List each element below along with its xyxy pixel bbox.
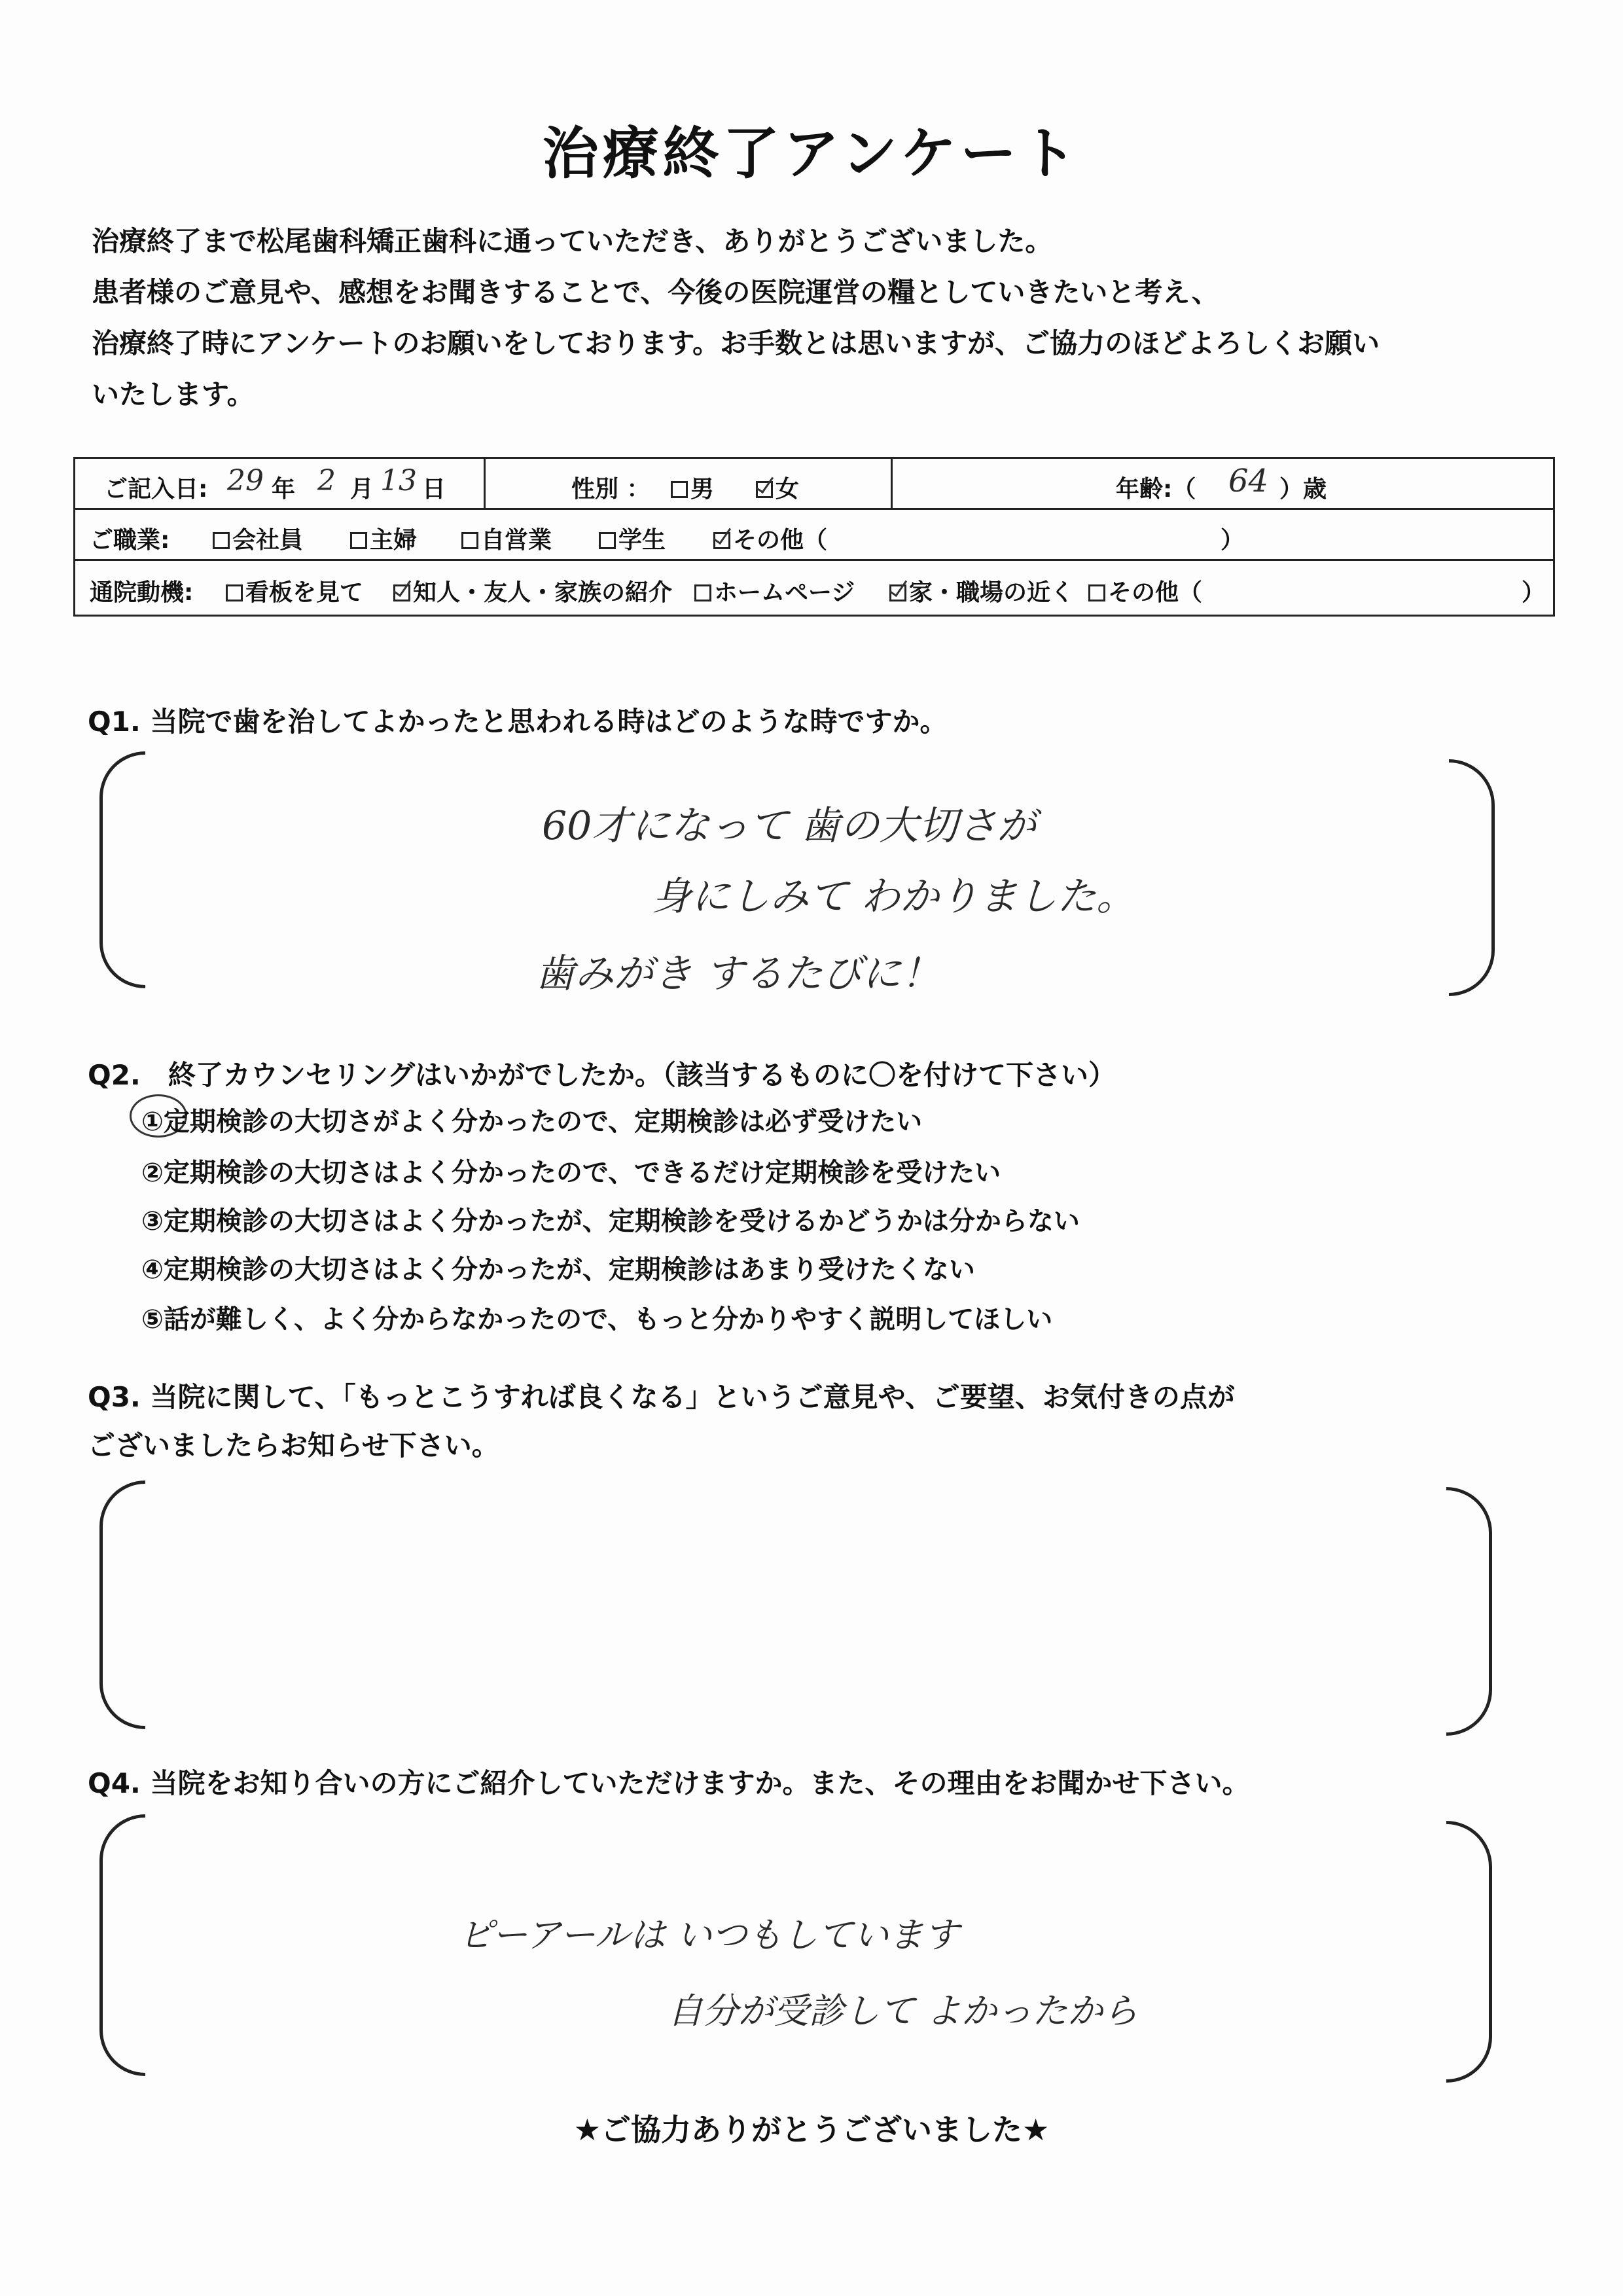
occupation-label: ご職業: bbox=[90, 527, 170, 554]
q2-choice-2[interactable]: ②定期検診の大切さはよく分かったので、できるだけ定期検診を受けたい bbox=[141, 1158, 1001, 1188]
date-label: ご記入日: bbox=[104, 476, 208, 503]
checked-checkbox-icon[interactable] bbox=[756, 481, 773, 498]
respondent-info-table bbox=[73, 457, 1555, 617]
q2-choice-3[interactable]: ③定期検診の大切さはよく分かったが、定期検診を受けるかどうかは分からない bbox=[141, 1206, 1080, 1236]
motive-option-nearby[interactable]: 家・職場の近く bbox=[889, 574, 1074, 607]
motive-option-other[interactable]: その他（ bbox=[1088, 574, 1202, 607]
q3-label-line2: ございましたらお知らせ下さい。 bbox=[88, 1429, 499, 1462]
age-field[interactable]: 64 bbox=[1228, 463, 1269, 499]
q2-choice-4[interactable]: ④定期検診の大切さはよく分かったが、定期検診はあまり受けたくない bbox=[141, 1255, 975, 1285]
intro-line: 治療終了時にアンケートのお願いをしております。お手数とは思いますが、ご協力のほどよろしくお願い bbox=[92, 327, 1380, 359]
q2-choice-1[interactable]: ①定期検診の大切さがよく分かったので、定期検診は必ず受けたい bbox=[141, 1107, 923, 1137]
q1-label: Q1. 当院で歯を治してよかったと思われる時はどのような時ですか。 bbox=[88, 706, 948, 738]
motive-option-referral[interactable]: 知人・友人・家族の紹介 bbox=[393, 574, 672, 607]
intro-line: いたします。 bbox=[92, 378, 255, 410]
intro-line: 治療終了まで松尾歯科矯正歯科に通っていただき、ありがとうございました。 bbox=[92, 225, 1053, 257]
year-label: 年 bbox=[272, 476, 296, 503]
gender-option-male[interactable]: 男 bbox=[671, 471, 714, 504]
job-option-housewife[interactable]: 主婦 bbox=[350, 522, 417, 555]
q1-answer-line[interactable]: 60才になって 歯の大切さが bbox=[542, 803, 1037, 849]
checkbox-icon[interactable] bbox=[671, 481, 688, 498]
q1-answer-line[interactable]: 身にしみて わかりました。 bbox=[652, 874, 1136, 920]
info-row-occupation bbox=[75, 510, 1553, 561]
q1-bracket-right bbox=[1449, 759, 1495, 996]
date-day-field[interactable]: 13 bbox=[380, 464, 417, 497]
age-suffix: ）歳 bbox=[1279, 476, 1327, 503]
q1-bracket-left bbox=[99, 751, 145, 988]
checked-checkbox-icon[interactable] bbox=[713, 532, 730, 549]
motive-option-signboard[interactable]: 看板を見て bbox=[226, 574, 363, 607]
job-option-student[interactable]: 学生 bbox=[599, 522, 666, 555]
info-row-motive bbox=[75, 561, 1553, 615]
q3-bracket-right bbox=[1446, 1487, 1492, 1736]
q3-bracket-left bbox=[99, 1480, 145, 1729]
q1-answer-line[interactable]: 歯みがき するたびに！ bbox=[535, 951, 941, 997]
date-month-field[interactable]: 2 bbox=[317, 464, 336, 497]
q4-answer-line[interactable]: 自分が受診して よかったから bbox=[668, 1990, 1139, 2032]
motive-option-homepage[interactable]: ホームページ bbox=[694, 574, 855, 607]
motive-label: 通院動機: bbox=[90, 579, 194, 606]
gender-option-female[interactable]: 女 bbox=[756, 471, 799, 504]
date-year-field[interactable]: 29 bbox=[227, 464, 264, 497]
checkbox-icon[interactable] bbox=[350, 532, 367, 549]
gender-label: 性別 ： bbox=[571, 476, 651, 503]
thank-you-footer: ★ご協力ありがとうございました★ bbox=[573, 2112, 1050, 2147]
intro-line: 患者様のご意見や、感想をお聞きすることで、今後の医院運営の糧としていきたいと考え、 bbox=[92, 276, 1219, 308]
checkbox-icon[interactable] bbox=[226, 584, 243, 601]
q4-label: Q4. 当院をお知り合いの方にご紹介していただけますか。また、その理由をお聞かせ下さい。 bbox=[88, 1767, 1250, 1799]
checked-checkbox-icon[interactable] bbox=[393, 584, 410, 601]
checkbox-icon[interactable] bbox=[461, 532, 478, 549]
q2-choice-5[interactable]: ⑤話が難しく、よく分からなかったので、もっと分かりやすく説明してほしい bbox=[141, 1304, 1053, 1335]
checkbox-icon[interactable] bbox=[599, 532, 616, 549]
checked-checkbox-icon[interactable] bbox=[889, 584, 906, 601]
page-title: 治療終了アンケート bbox=[542, 121, 1081, 187]
info-row-basic bbox=[75, 459, 1553, 510]
month-label: 月 bbox=[350, 476, 374, 503]
job-other-close: ） bbox=[1221, 527, 1245, 554]
day-label: 日 bbox=[422, 476, 446, 503]
intro-text bbox=[92, 216, 1558, 420]
checkbox-icon[interactable] bbox=[1088, 584, 1105, 601]
checkbox-icon[interactable] bbox=[213, 532, 230, 549]
q3-label-line1: Q3. 当院に関して、「もっとこうすれば良くなる」というご意見や、ご要望、お気付きの点が bbox=[88, 1381, 1235, 1413]
q4-answer-line[interactable]: ピーアールは いつもしています bbox=[458, 1914, 959, 1956]
q4-bracket-right bbox=[1446, 1821, 1492, 2083]
age-label: 年齢:（ bbox=[1116, 476, 1196, 503]
job-option-company[interactable]: 会社員 bbox=[213, 522, 303, 555]
q3-answer-area[interactable] bbox=[151, 1499, 1433, 1715]
job-option-other[interactable]: その他（ bbox=[713, 522, 827, 555]
checkbox-icon[interactable] bbox=[694, 584, 711, 601]
q4-bracket-left bbox=[99, 1814, 145, 2076]
job-option-self-employed[interactable]: 自営業 bbox=[461, 522, 552, 555]
motive-other-close: ） bbox=[1522, 579, 1546, 606]
q2-label: Q2. 終了カウンセリングはいかがでしたか。（該当するものに〇を付けて下さい） bbox=[88, 1059, 1116, 1091]
